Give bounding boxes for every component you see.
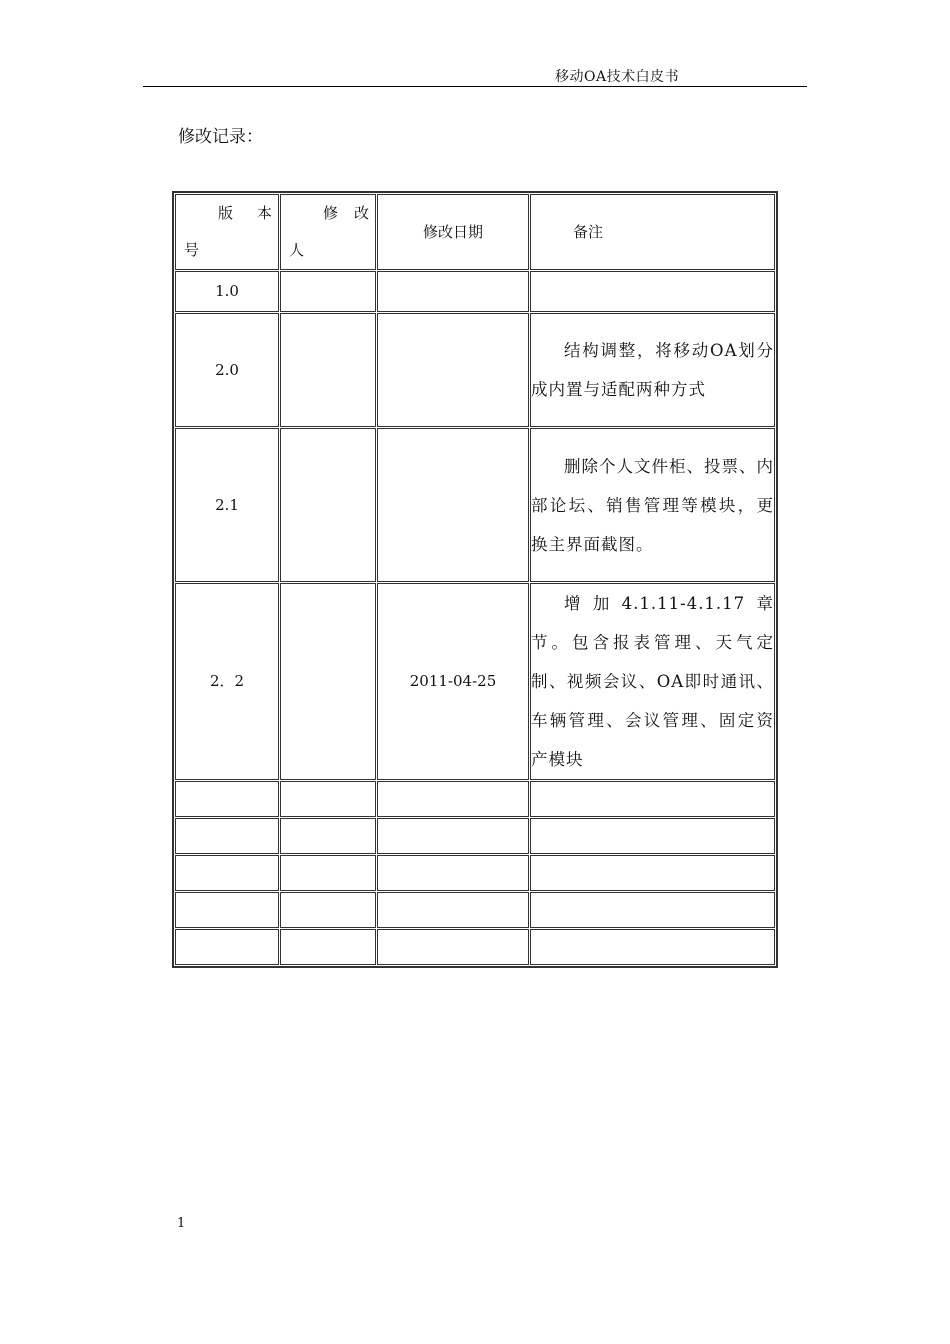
- header-remarks: 备注: [530, 194, 775, 270]
- table-row: [175, 313, 775, 427]
- page-number: 1: [177, 1216, 186, 1231]
- cell-remarks: [530, 929, 775, 965]
- cell-version: [175, 892, 279, 928]
- table-row: [175, 818, 775, 854]
- cell-editor: [280, 583, 376, 780]
- cell-date: [377, 892, 529, 928]
- cell-version: [175, 818, 279, 854]
- cell-date: [377, 428, 529, 582]
- cell-remarks: [530, 428, 775, 582]
- header-divider: [143, 86, 807, 87]
- table-row: [175, 929, 775, 965]
- cell-remarks: [530, 271, 775, 312]
- cell-version: [175, 855, 279, 891]
- cell-remarks: [530, 818, 775, 854]
- cell-editor: [280, 855, 376, 891]
- cell-date: [377, 781, 529, 817]
- header-editor-line1: 修 改: [323, 204, 369, 222]
- cell-remarks: [530, 313, 775, 427]
- cell-remarks: [530, 855, 775, 891]
- cell-version: 2．2: [175, 583, 279, 780]
- header-version-line2: 号: [184, 241, 200, 259]
- cell-date: 2011-04-25: [377, 583, 529, 780]
- remarks-text: 删除个人文件柜、投票、内部论坛、销售管理等模块，更换主界面截图。: [531, 456, 774, 554]
- cell-version: [175, 781, 279, 817]
- table-row: [175, 781, 775, 817]
- revision-table: [172, 191, 778, 968]
- header-title: 移动OA技术白皮书: [555, 69, 680, 85]
- table-row: [175, 855, 775, 891]
- cell-remarks: [530, 892, 775, 928]
- header-editor-line2: 人: [289, 241, 305, 259]
- table-row: [175, 892, 775, 928]
- cell-editor: [280, 892, 376, 928]
- table-row: [175, 428, 775, 582]
- cell-remarks: [530, 781, 775, 817]
- remarks-text: 结构调整，将移动OA划分成内置与适配两种方式: [531, 341, 774, 399]
- cell-editor: [280, 929, 376, 965]
- cell-version: [175, 929, 279, 965]
- header-editor: [280, 194, 376, 270]
- section-title: 修改记录：: [178, 127, 263, 147]
- cell-editor: [280, 818, 376, 854]
- table-row: [175, 271, 775, 312]
- cell-date: [377, 313, 529, 427]
- cell-remarks: [530, 583, 775, 780]
- header-version-line1: 版 本: [218, 204, 272, 222]
- cell-date: [377, 271, 529, 312]
- cell-version: 1.0: [175, 271, 279, 312]
- cell-editor: [280, 271, 376, 312]
- table-row: [175, 583, 775, 780]
- cell-editor: [280, 428, 376, 582]
- header-date: 修改日期: [377, 194, 529, 270]
- cell-version: 2.1: [175, 428, 279, 582]
- cell-editor: [280, 781, 376, 817]
- cell-date: [377, 929, 529, 965]
- cell-date: [377, 818, 529, 854]
- header-version: [175, 194, 279, 270]
- cell-date: [377, 855, 529, 891]
- cell-version: 2.0: [175, 313, 279, 427]
- cell-editor: [280, 313, 376, 427]
- table-header-row: [175, 194, 775, 270]
- remarks-text: 增加4.1.11-4.1.17章节。包含报表管理、天气定制、视频会议、OA即时通讯、车辆管理、会议管理、固定资产模块: [531, 594, 774, 769]
